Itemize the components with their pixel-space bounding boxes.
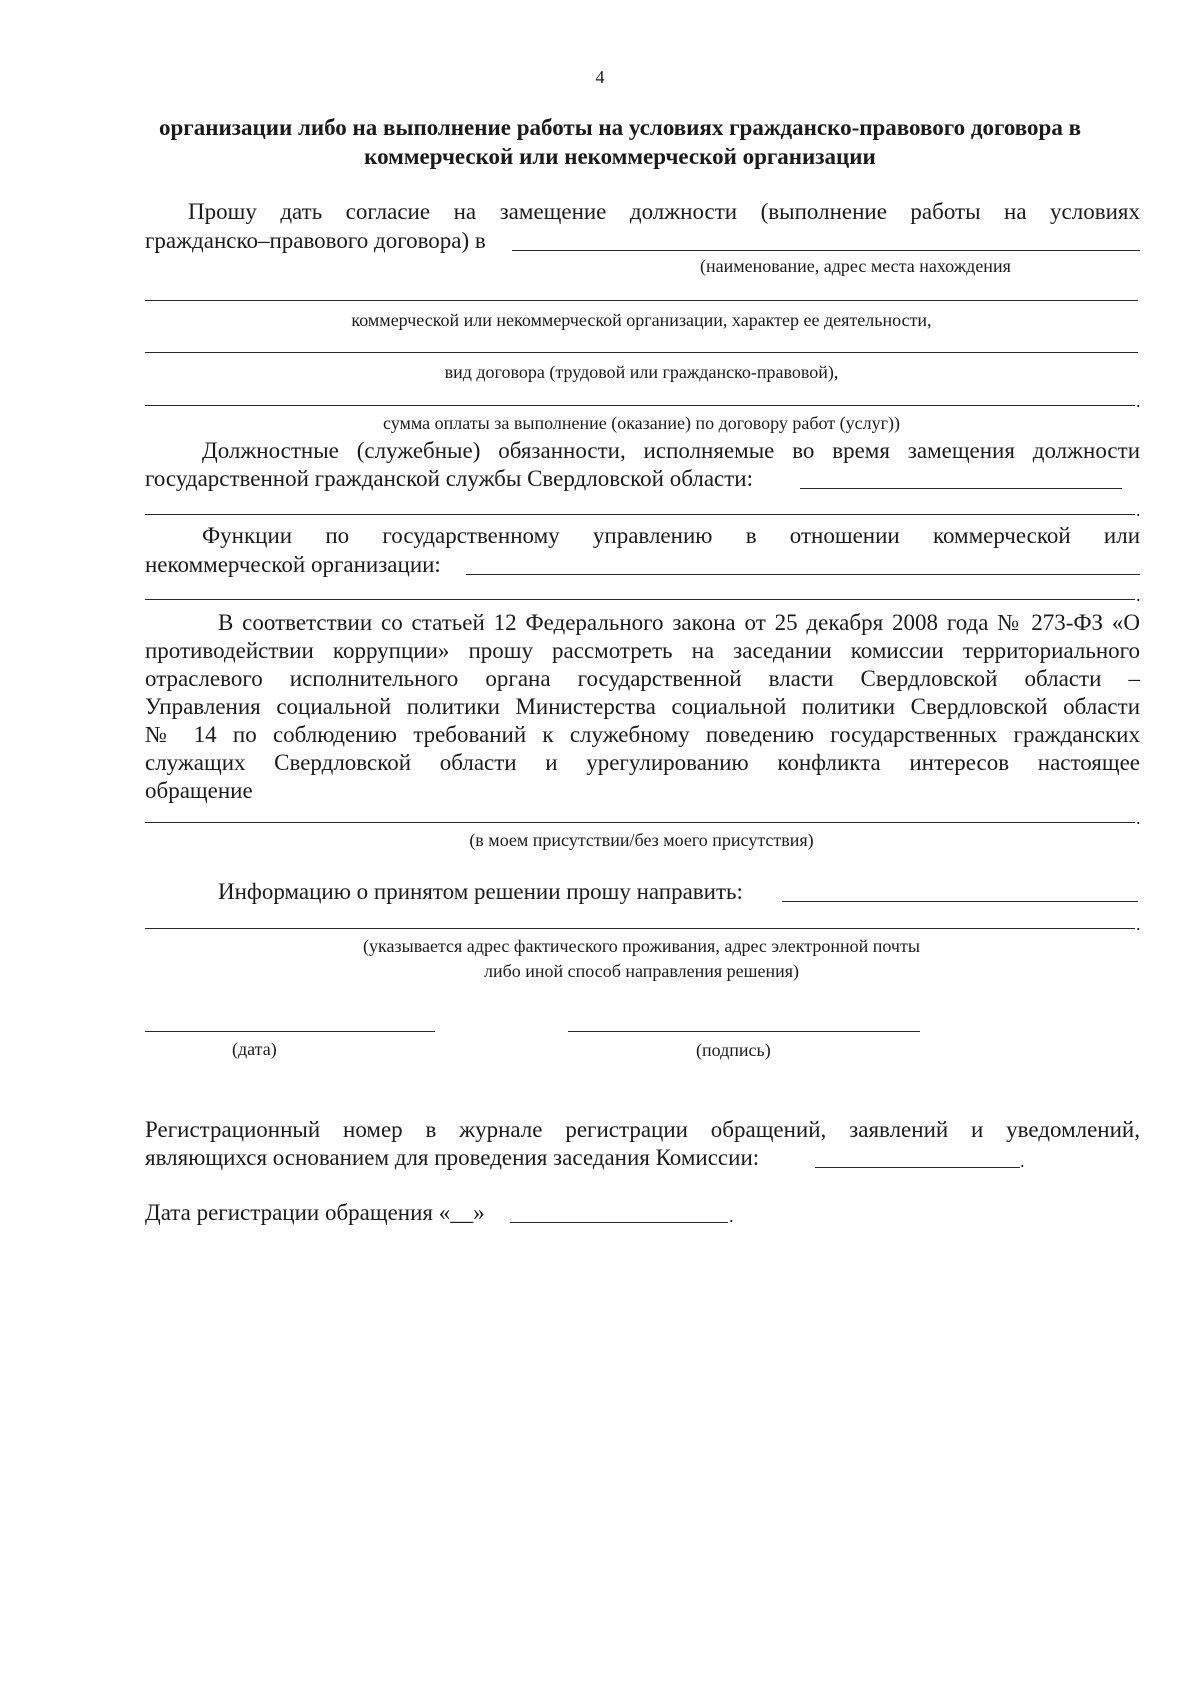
date-fill-line[interactable] <box>145 1031 435 1032</box>
caption-org-character: коммерческой или некоммерческой организации, характер ее деятельности, <box>351 310 932 330</box>
law-line-2 <box>145 639 1140 662</box>
payment-fill-line[interactable] <box>145 405 1135 406</box>
registration-line-2: являющихся основанием для проведения заседания Комиссии: <box>145 1145 760 1170</box>
law-last-line: обращение <box>145 778 253 803</box>
duties-line-2: государственной гражданской службы Свердловской области: <box>145 466 753 491</box>
law-line-4 <box>145 695 1140 718</box>
functions-fill-line[interactable] <box>466 574 1140 575</box>
functions-fill-line-2[interactable] <box>145 599 1135 600</box>
registration-date-fill-line[interactable] <box>510 1222 728 1223</box>
request-line-1-text: Прошу дать согласие на замещение должности (выполнение работы на условиях <box>188 199 1140 224</box>
period: . <box>729 1206 734 1226</box>
presence-fill-line[interactable] <box>145 822 1135 823</box>
request-line-1 <box>188 200 1140 223</box>
caption-payment: сумма оплаты за выполнение (оказание) по договору работ (услуг)) <box>383 413 900 433</box>
title-line-2: коммерческой или некоммерческой организации <box>364 144 876 169</box>
law-line-2-text: противодействии коррупции» прошу рассмотреть на заседании комиссии территориального <box>145 638 1140 663</box>
info-fill-line[interactable] <box>782 901 1138 902</box>
registration-date-label: Дата регистрации обращения «__» <box>145 1200 485 1225</box>
caption-contract-type: вид договора (трудовой или гражданско-правовой), <box>444 362 839 382</box>
period: . <box>1136 808 1141 828</box>
caption-info-2: либо иной способ направления решения) <box>483 961 800 981</box>
functions-line-2: некоммерческой организации: <box>145 552 441 577</box>
period: . <box>1136 500 1141 520</box>
period: . <box>1020 1151 1025 1171</box>
period: . <box>1136 914 1141 934</box>
period: . <box>1136 391 1141 411</box>
contract-fill-line[interactable] <box>145 352 1138 353</box>
duties-line-1-text: Должностные (служебные) обязанности, исполняемые во время замещения должности <box>202 438 1140 463</box>
signature-caption: (подпись) <box>696 1040 771 1060</box>
caption-presence: (в моем присутствии/без моего присутствия) <box>469 830 814 850</box>
registration-number-fill-line[interactable] <box>815 1167 1020 1168</box>
signature-fill-line[interactable] <box>568 1031 920 1032</box>
organization-fill-line[interactable] <box>512 250 1140 251</box>
law-line-5 <box>145 723 1140 746</box>
period: . <box>1136 585 1141 605</box>
duties-fill-line[interactable] <box>800 488 1122 489</box>
caption-name-address: (наименование, адрес места нахождения <box>700 256 1011 276</box>
request-line-2: гражданско–правового договора) в <box>145 228 486 253</box>
law-line-6 <box>145 751 1140 774</box>
duties-fill-line-2[interactable] <box>145 514 1135 515</box>
law-line-1-text: В соответствии со статьей 12 Федерального закона от 25 декабря 2008 года № 273-ФЗ «О <box>218 610 1140 635</box>
law-line-4-text: Управления социальной политики Министерства социальной политики Свердловской области <box>145 694 1140 719</box>
functions-line-1 <box>202 524 1140 547</box>
info-label: Информацию о принятом решении прошу направить: <box>218 879 743 904</box>
organization-fill-line-2[interactable] <box>145 300 1138 301</box>
registration-line-1 <box>145 1118 1140 1141</box>
functions-line-1-text: Функции по государственному управлению в отношении коммерческой или <box>202 523 1140 548</box>
law-line-1 <box>218 611 1140 634</box>
page-number: 4 <box>595 67 605 87</box>
title-line-1: организации либо на выполнение работы на условиях гражданско-правового договора в <box>158 115 1082 140</box>
duties-line-1 <box>202 439 1140 462</box>
registration-line-1-text: Регистрационный номер в журнале регистрации обращений, заявлений и уведомлений, <box>145 1117 1140 1142</box>
law-line-6-text: служащих Свердловской области и урегулированию конфликта интересов настоящее <box>145 750 1140 775</box>
date-caption: (дата) <box>232 1039 277 1059</box>
law-line-3 <box>145 667 1140 690</box>
law-line-3-text: отраслевого исполнительного органа государственной власти Свердловской области – <box>145 666 1140 691</box>
info-fill-line-2[interactable] <box>145 928 1135 929</box>
caption-info-1: (указывается адрес фактического проживания, адрес электронной почты <box>363 936 920 956</box>
law-line-5-text: № 14 по соблюдению требований к служебному поведению государственных гражданских <box>145 722 1140 747</box>
